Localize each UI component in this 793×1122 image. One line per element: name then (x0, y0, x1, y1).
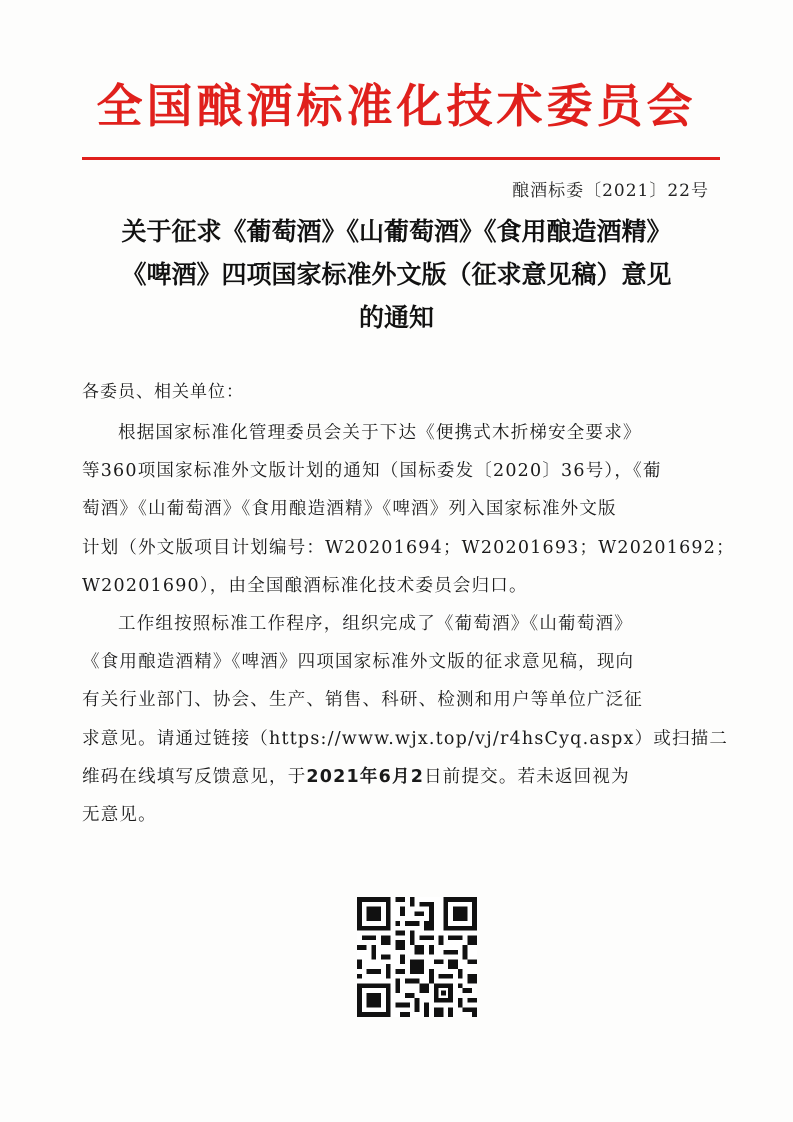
paragraph-2-line-1: 工作组按照标准工作程序，组织完成了《葡萄酒》《山葡萄酒》 (118, 614, 633, 635)
organization-title: 全国酿酒标准化技术委员会 (96, 79, 697, 133)
paragraph-2-line-4: 求意见。请通过链接（https://www.wjx.top/vj/r4hsCyq.aspx）或扫描二 (82, 728, 729, 749)
paragraph-1-line-3: 萄酒》《山葡萄酒》《食用酿造酒精》《啤酒》列入国家标准外文版 (82, 499, 617, 520)
qr-code-icon[interactable] (357, 897, 477, 1017)
paragraph-2-line-6: 无意见。 (82, 805, 157, 826)
paragraph-1-line-4: 计划（外文版项目计划编号：W20201694；W20201693；W20201692； (82, 537, 735, 558)
document-title (70, 210, 723, 339)
title-line-1: 关于征求《葡萄酒》《山葡萄酒》《食用酿造酒精》 (121, 217, 672, 246)
red-divider-line (82, 157, 720, 160)
document-number: 酿酒标委〔2021〕22号 (512, 181, 709, 201)
deadline-suffix: 日前提交。若未返回视为 (424, 766, 630, 787)
paragraph-2-line-3: 有关行业部门、协会、生产、销售、科研、检测和用户等单位广泛征 (82, 690, 643, 711)
title-line-3: 的通知 (358, 303, 434, 332)
paragraph-1-line-5: W20201690），由全国酿酒标准化技术委员会归口。 (82, 575, 528, 596)
deadline-prefix: 维码在线填写反馈意见，于 (82, 766, 307, 787)
paragraph-2-line-2: 《食用酿造酒精》《啤酒》四项国家标准外文版的征求意见稿，现向 (82, 652, 635, 673)
paragraph-2-line-5 (82, 758, 722, 796)
title-line-2: 《啤酒》四项国家标准外文版（征求意见稿）意见 (121, 260, 672, 289)
salutation: 各委员、相关单位： (82, 382, 244, 402)
deadline-date: 2021年6月2 (306, 766, 425, 787)
body-text (82, 414, 735, 834)
paragraph-1-line-2: 等360项国家标准外文版计划的通知（国标委发〔2020〕36号），《葡 (82, 461, 662, 482)
paragraph-1-line-1: 根据国家标准化管理委员会关于下达《便携式木折梯安全要求》 (118, 423, 642, 443)
